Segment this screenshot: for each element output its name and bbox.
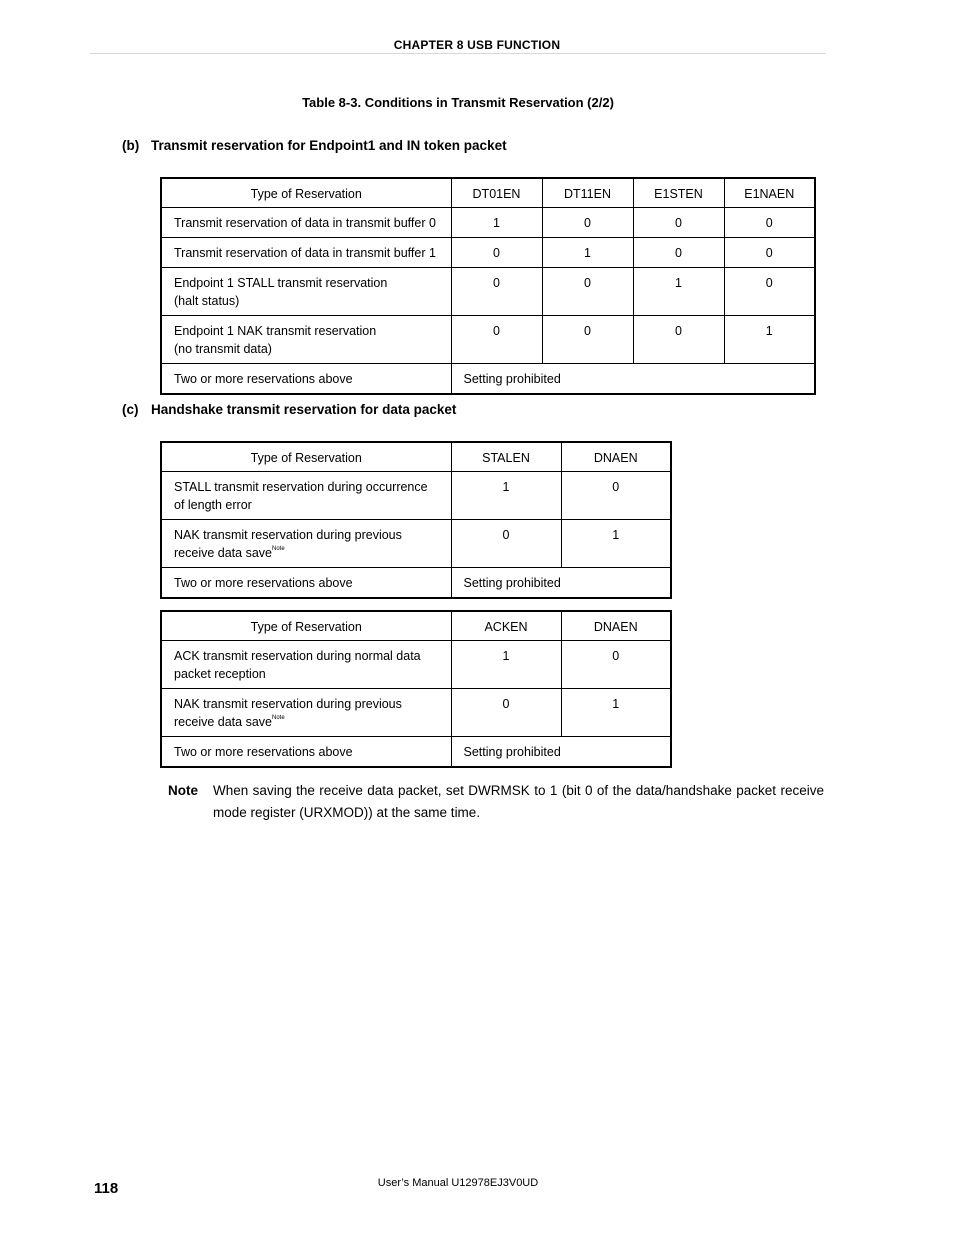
table-row	[161, 737, 671, 768]
column-header: DT01EN	[451, 178, 542, 208]
section-c-title	[122, 402, 456, 417]
table-row	[161, 689, 671, 737]
table-header-row	[161, 611, 671, 641]
bit-value: 0	[451, 689, 561, 737]
table-row	[161, 316, 815, 364]
bit-value: 0	[724, 268, 815, 316]
column-header: DNAEN	[561, 611, 671, 641]
table-row	[161, 268, 815, 316]
prohibited-value: Setting prohibited	[451, 568, 671, 599]
bit-value: 1	[724, 316, 815, 364]
chapter-header: CHAPTER 8 USB FUNCTION	[393, 38, 561, 52]
reservation-type: NAK transmit reservation during previous receive data save$^{Note}$	[161, 520, 451, 568]
table-row	[161, 238, 815, 268]
bit-value: 0	[542, 268, 633, 316]
bit-value: 0	[451, 520, 561, 568]
bit-value: 0	[451, 316, 542, 364]
stall-nak-reservation-table	[160, 441, 672, 599]
column-header: DNAEN	[561, 442, 671, 472]
manual-footer: User’s Manual U12978EJ3V0UD	[377, 1177, 539, 1189]
reservation-type: Endpoint 1 STALL transmit reservation (halt status)	[161, 268, 451, 316]
bit-value: 1	[561, 520, 671, 568]
bit-value: 0	[633, 208, 724, 238]
page-number: 118	[94, 1180, 119, 1197]
reservation-type: ACK transmit reservation during normal data packet reception	[161, 641, 451, 689]
table-row	[161, 568, 671, 599]
bit-value: 1	[542, 238, 633, 268]
endpoint1-reservation-table	[160, 177, 816, 395]
column-header: E1NAEN	[724, 178, 815, 208]
reservation-type: NAK transmit reservation during previous receive data save$^{Note}$	[161, 689, 451, 737]
table-row	[161, 472, 671, 520]
table-row	[161, 364, 815, 395]
table-row	[161, 520, 671, 568]
column-header: Type of Reservation	[161, 442, 451, 472]
bit-value: 0	[451, 268, 542, 316]
table-row	[161, 641, 671, 689]
reservation-type: Two or more reservations above	[161, 737, 451, 768]
bit-value: 1	[561, 689, 671, 737]
bit-value: 1	[451, 208, 542, 238]
column-header: ACKEN	[451, 611, 561, 641]
note-block	[168, 780, 824, 824]
bit-value: 0	[633, 316, 724, 364]
bit-value: 1	[451, 641, 561, 689]
ack-nak-reservation-table	[160, 610, 672, 768]
bit-value: 0	[633, 238, 724, 268]
reservation-type: Endpoint 1 NAK transmit reservation (no transmit data)	[161, 316, 451, 364]
table-row	[161, 208, 815, 238]
table-title: Table 8-3. Conditions in Transmit Reservation (2/2)	[302, 95, 614, 110]
section-b-heading: Transmit reservation for Endpoint1 and IN token packet	[151, 138, 507, 153]
note-label: Note	[168, 783, 198, 798]
table-header-row	[161, 178, 815, 208]
prohibited-value: Setting prohibited	[451, 737, 671, 768]
column-header: Type of Reservation	[161, 178, 451, 208]
column-header: E1STEN	[633, 178, 724, 208]
bit-value: 0	[724, 238, 815, 268]
note-reference: Note	[271, 546, 285, 552]
bit-value: 0	[542, 316, 633, 364]
bit-value: 0	[561, 641, 671, 689]
section-b-label: (b)	[122, 138, 140, 153]
section-c-heading: Handshake transmit reservation for data packet	[151, 402, 457, 417]
reservation-type: Two or more reservations above	[161, 568, 451, 599]
bit-value: 1	[633, 268, 724, 316]
table-header-row	[161, 442, 671, 472]
column-header: STALEN	[451, 442, 561, 472]
bit-value: 1	[451, 472, 561, 520]
bit-value: 0	[724, 208, 815, 238]
reservation-type: STALL transmit reservation during occurrence of length error	[161, 472, 451, 520]
header-rule	[90, 53, 826, 54]
bit-value: 0	[451, 238, 542, 268]
note-text: When saving the receive data packet, set DWRMSK to 1 (bit 0 of the data/handshake packet receive mode register (URXMOD)) at the same time.	[213, 783, 824, 820]
section-b-title	[122, 138, 507, 153]
column-header: Type of Reservation	[161, 611, 451, 641]
bit-value: 0	[542, 208, 633, 238]
column-header: DT11EN	[542, 178, 633, 208]
prohibited-value: Setting prohibited	[451, 364, 815, 395]
section-c-label: (c)	[122, 402, 139, 417]
reservation-type: Transmit reservation of data in transmit buffer 0	[161, 208, 451, 238]
reservation-type: Transmit reservation of data in transmit buffer 1	[161, 238, 451, 268]
bit-value: 0	[561, 472, 671, 520]
note-reference: Note	[271, 715, 285, 721]
reservation-type: Two or more reservations above	[161, 364, 451, 395]
